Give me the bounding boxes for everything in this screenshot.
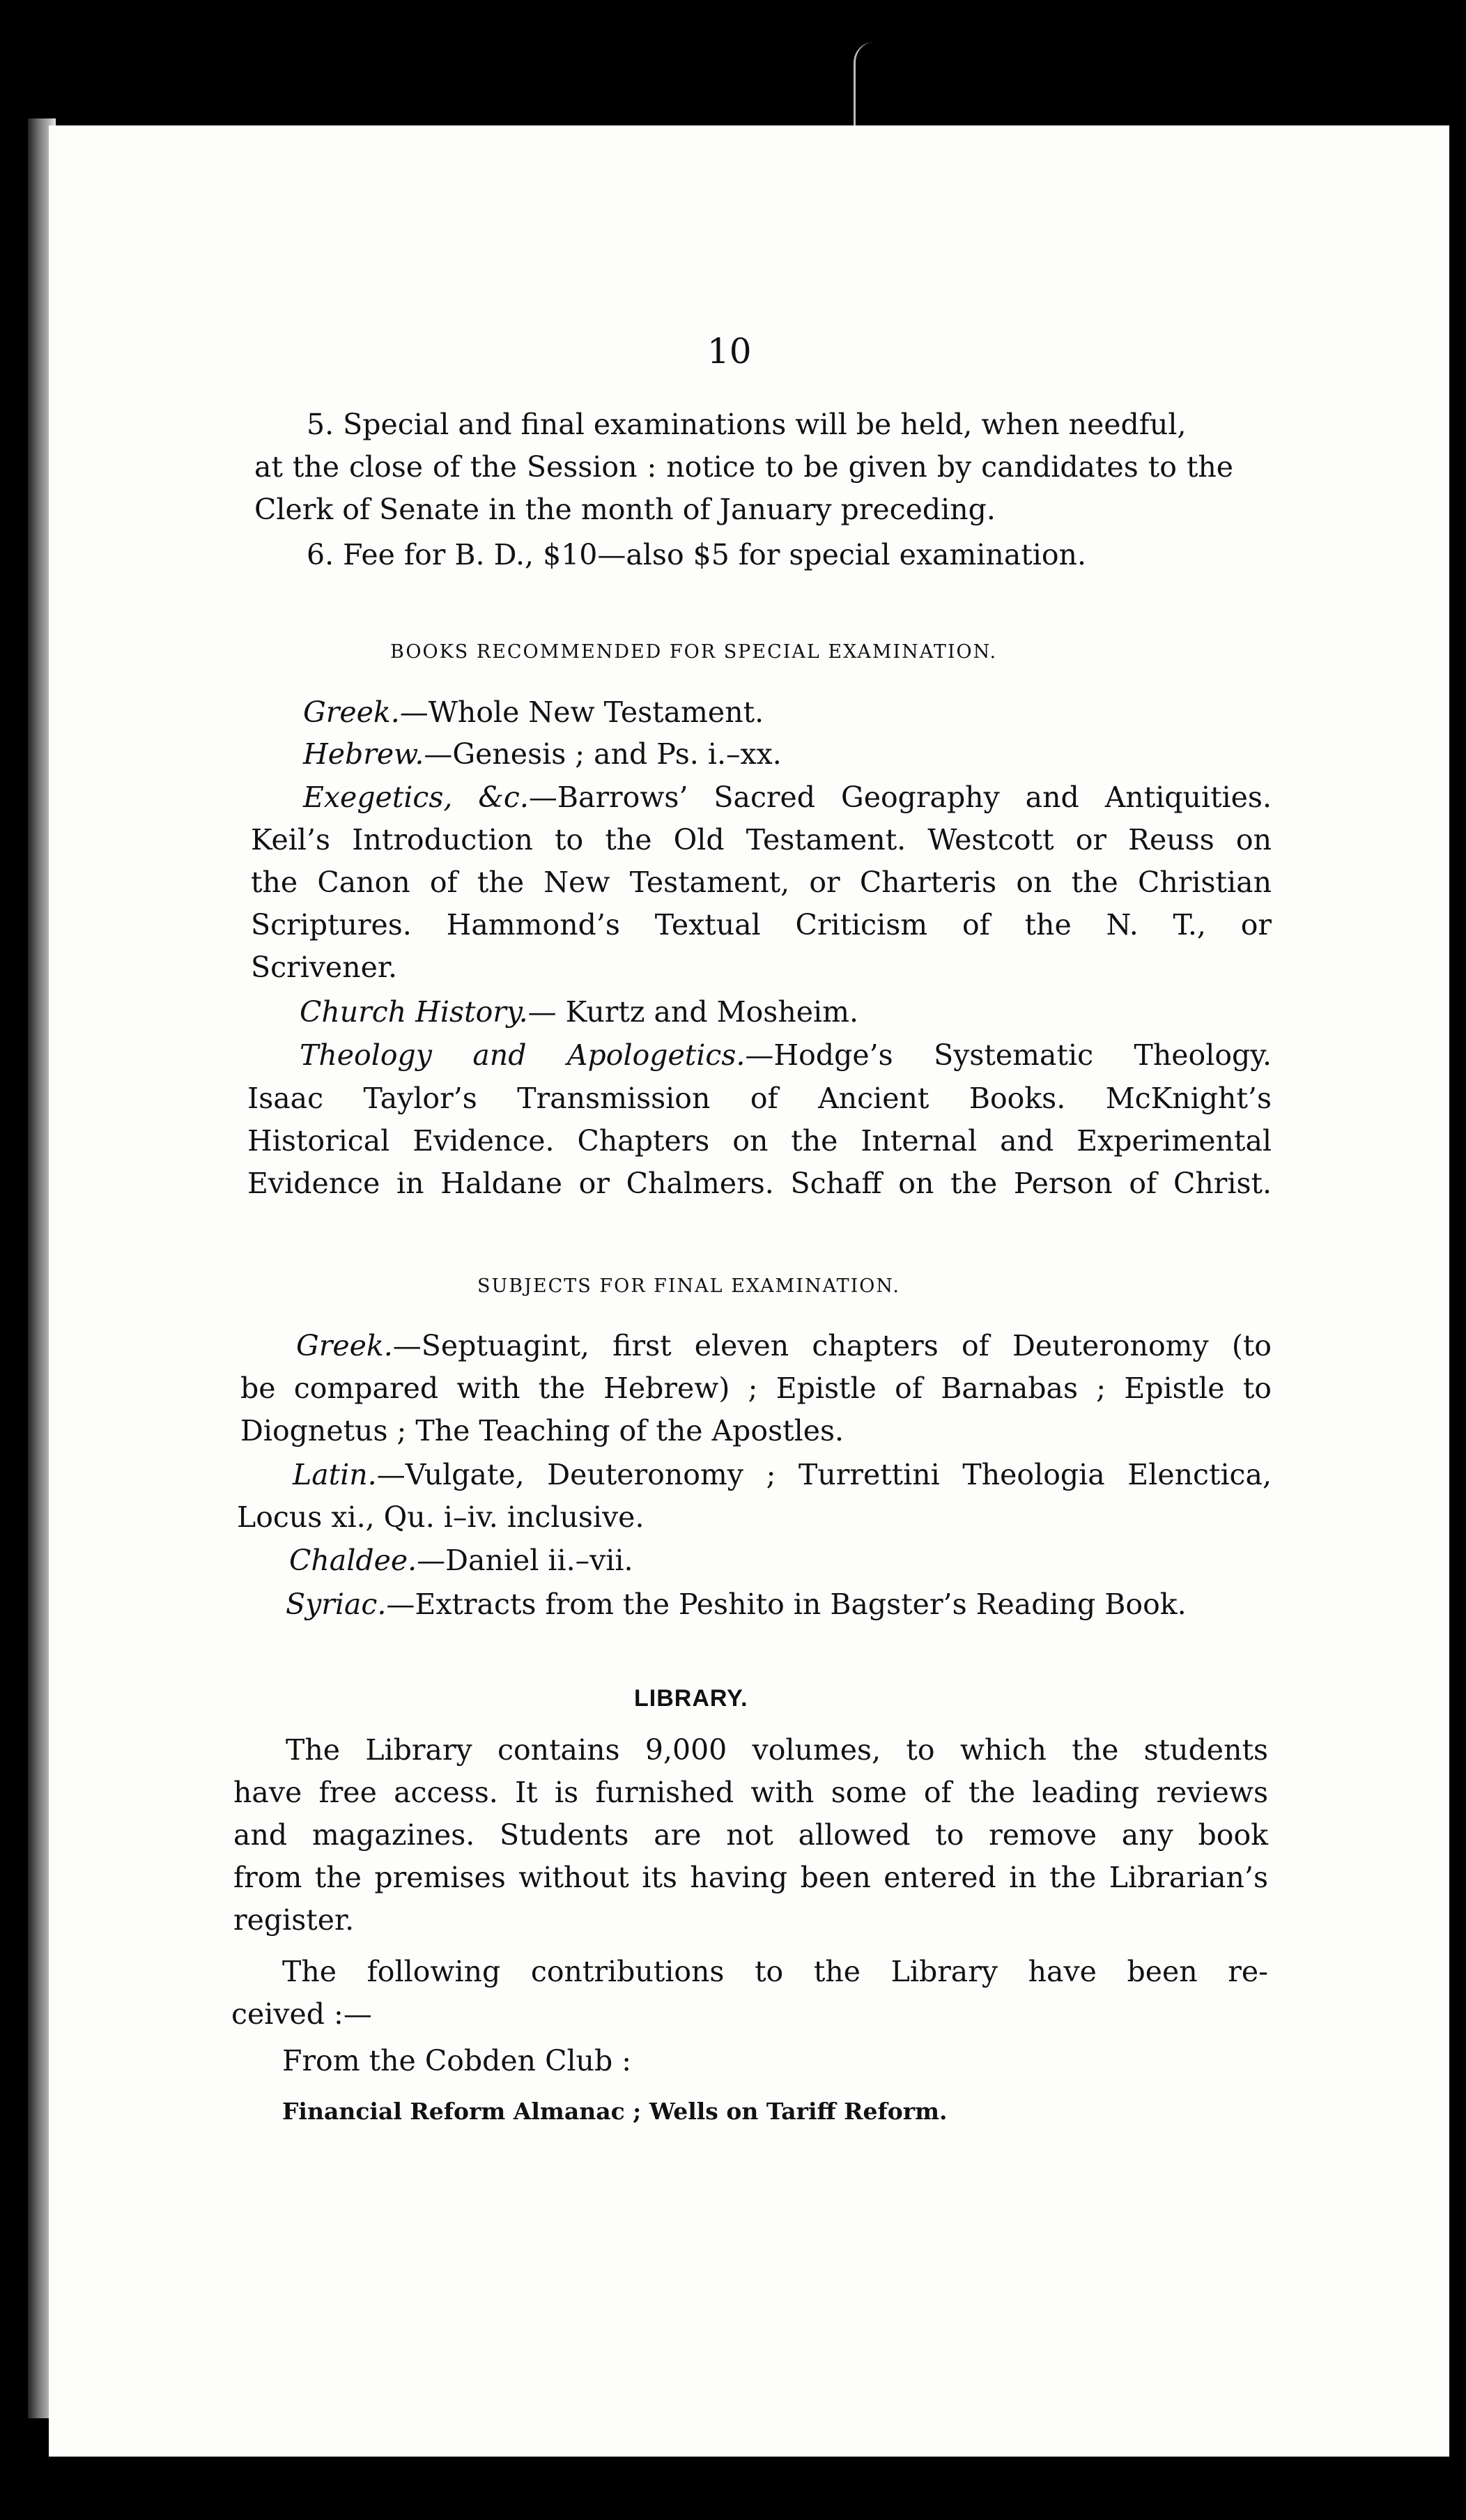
books-exegetics-text: —Barrows’ Sacred Geography and Antiquities.: [528, 781, 1272, 814]
books-theology-line-2: Isaac Taylor’s Transmission of Ancient Books. McKnight’s: [247, 1082, 1272, 1115]
subjects-syriac-text: —Extracts from the Peshito in Bagster’s Reading Book.: [386, 1588, 1187, 1621]
library-para-2-line-1: The following contributions to the Library have been re-: [282, 1955, 1268, 1988]
books-theology-line-1: [300, 1038, 1272, 1072]
books-exegetics-line-4: Scriptures. Hammond’s Textual Criticism of the N. T., or: [251, 908, 1272, 942]
books-greek: [303, 696, 764, 729]
item-5-line-3: Clerk of Senate in the month of January preceding.: [254, 493, 996, 526]
books-hebrew-text: —Genesis ; and Ps. i.–xx.: [424, 737, 782, 771]
books-exegetics-line-5: Scrivener.: [251, 951, 397, 984]
subjects-syriac: [286, 1588, 1187, 1621]
library-from-line: From the Cobden Club :: [282, 2044, 632, 2077]
library-para-1-line-4: from the premises without its having been entered in the Librarian’s: [233, 1861, 1268, 1894]
subjects-latin-line-1: [293, 1458, 1272, 1491]
library-para-1-line-5: register.: [233, 1903, 355, 1937]
books-greek-label: Greek.: [303, 696, 400, 729]
scan-artifact: [854, 42, 877, 125]
subjects-greek-line-3: Diognetus ; The Teaching of the Apostles.: [240, 1414, 844, 1447]
item-5-line-1: 5. Special and final examinations will be held, when needful,: [307, 408, 1187, 441]
subjects-latin-label: Latin.: [293, 1458, 377, 1491]
books-church-history-text: — Kurtz and Mosheim.: [527, 995, 859, 1029]
page-text: [49, 125, 1449, 2457]
books-theology-text: —Hodge’s Systematic Theology.: [745, 1038, 1272, 1072]
subjects-chaldee: [289, 1544, 633, 1577]
library-items-line: Financial Reform Almanac ; Wells on Tariff Reform.: [282, 2098, 948, 2125]
subjects-syriac-label: Syriac.: [286, 1588, 387, 1621]
subjects-greek-text: —Septuagint, first eleven chapters of Deuteronomy (to: [392, 1329, 1272, 1362]
books-theology-label: Theology and Apologetics.: [300, 1038, 746, 1072]
subjects-greek-line-1: [296, 1329, 1272, 1362]
books-theology-line-3: Historical Evidence. Chapters on the Internal and Experimental: [247, 1124, 1272, 1158]
page-number: 10: [707, 331, 752, 371]
books-exegetics-label: Exegetics, &c.: [303, 781, 529, 814]
library-para-1-line-3: and magazines. Students are not allowed to remove any book: [233, 1818, 1268, 1852]
books-exegetics-line-3: the Canon of the New Testament, or Charteris on the Christian: [251, 866, 1272, 899]
books-church-history-label: Church History.: [300, 995, 528, 1029]
subjects-heading: SUBJECTS FOR FINAL EXAMINATION.: [477, 1275, 900, 1297]
books-exegetics-line-1: [303, 781, 1272, 814]
books-heading: BOOKS RECOMMENDED FOR SPECIAL EXAMINATION.: [390, 641, 998, 663]
books-hebrew: [303, 737, 782, 771]
subjects-latin-line-2: Locus xi., Qu. i–iv. inclusive.: [237, 1500, 645, 1534]
books-greek-text: —Whole New Testament.: [399, 696, 764, 729]
library-para-1-line-2: have free access. It is furnished with some of the leading reviews: [233, 1776, 1268, 1809]
item-6: 6. Fee for B. D., $10—also $5 for special examination.: [307, 538, 1086, 571]
subjects-greek-label: Greek.: [296, 1329, 393, 1362]
library-heading: LIBRARY.: [634, 1685, 748, 1712]
books-hebrew-label: Hebrew.: [303, 737, 424, 771]
library-para-1-line-1: The Library contains 9,000 volumes, to which the students: [286, 1733, 1268, 1767]
library-para-2-line-2: ceived :—: [231, 1997, 372, 2031]
subjects-chaldee-text: —Daniel ii.–vii.: [417, 1544, 633, 1577]
item-5-line-2: at the close of the Session : notice to be given by candidates to the: [254, 450, 1233, 484]
book-page: [49, 125, 1449, 2457]
books-church-history: [300, 995, 858, 1029]
books-theology-line-4: Evidence in Haldane or Chalmers. Schaff on the Person of Christ.: [247, 1167, 1272, 1200]
books-exegetics-line-2: Keil’s Introduction to the Old Testament. Westcott or Reuss on: [251, 823, 1272, 856]
subjects-greek-line-2: be compared with the Hebrew) ; Epistle of Barnabas ; Epistle to: [240, 1372, 1272, 1405]
subjects-latin-text: —Vulgate, Deuteronomy ; Turrettini Theologia Elenctica,: [376, 1458, 1272, 1491]
subjects-chaldee-label: Chaldee.: [289, 1544, 417, 1577]
